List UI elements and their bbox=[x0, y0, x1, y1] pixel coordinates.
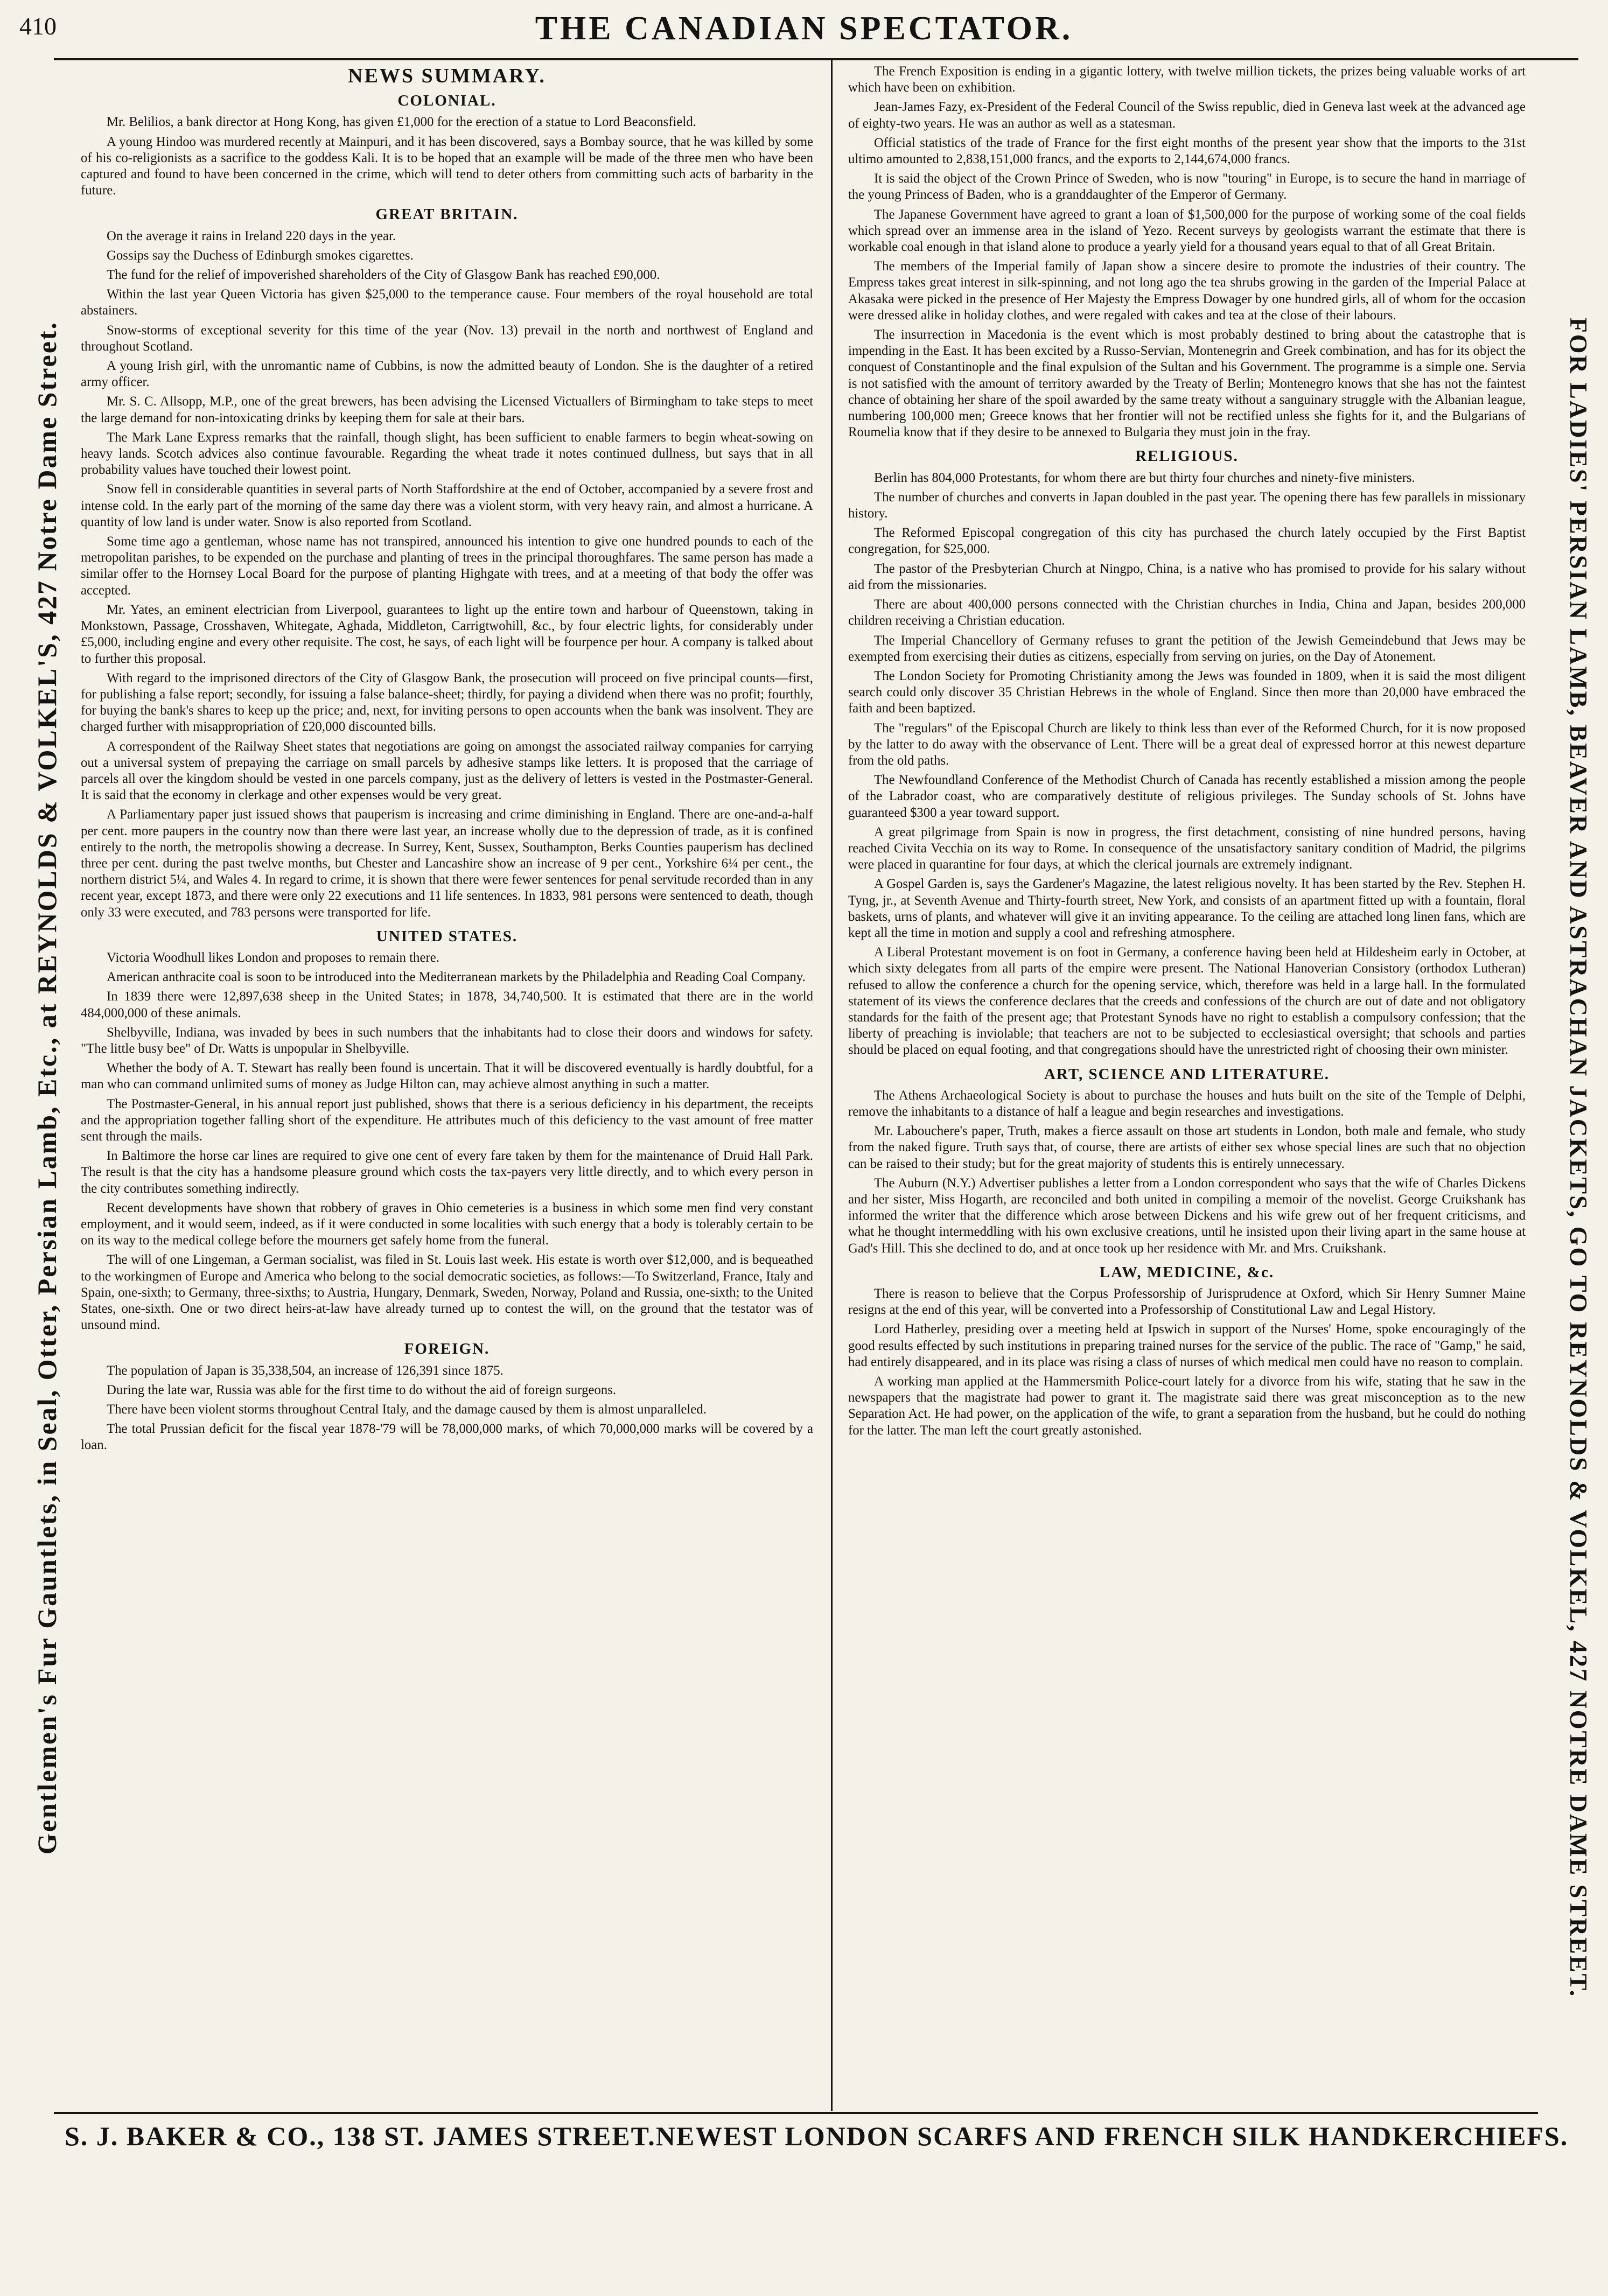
news-item: A Gospel Garden is, says the Gardener's Magazine, the latest religious novelty. It has been started by the Rev. Stephen H. Tyng, jr., at Seventh Avenue and Thirty-fourth street, New York, and consists of an apartment fitted up with a fountain, floral baskets, urns of plants, and whatever will give it an inviting appearance. To the ceiling are attached long linen fans, which are kept all the time in motion and supply a cool and refreshing atmosphere. bbox=[848, 877, 1526, 940]
news-item: In Baltimore the horse car lines are required to give one cent of every fare taken by them for the maintenance of Druid Hall Park. The result is that the city has a handsome pleasure ground which costs the tax-payers very little directly, and to which every person in the city contributes something indirectly. bbox=[81, 1149, 813, 1196]
news-section bbox=[848, 64, 1526, 440]
news-item: A Liberal Protestant movement is on foot in Germany, a conference having been held at Hildesheim early in October, at which sixty delegates from all parts of the empire were present. The National Hanoverian Consistory (orthodox Lutheran) refused to allow the conference a church for the opening service, which, therefore was held in a large hall. In the formulated statement of its views the conference declares that the creeds and confessions of the church are out of date and not obligatory standards for the faith of the present age; that Protestant Synods have no right to establish a compulsory confession; that the liberty of preaching is inviolable; that teachers are not to be subjected to ecclesiastical oversight; that schools and parties should be placed on equal footing, and that congregations should have the unrestricted right of choosing their own minister. bbox=[848, 945, 1526, 1058]
news-item: A young Irish girl, with the unromantic name of Cubbins, is now the admitted beauty of London. She is the daughter of a retired army officer. bbox=[81, 359, 813, 390]
news-item: The population of Japan is 35,338,504, an increase of 126,391 since 1875. bbox=[107, 1363, 504, 1378]
news-item: Mr. Belilios, a bank director at Hong Kong, has given £1,000 for the erection of a statue to Lord Beaconsfield. bbox=[107, 115, 696, 130]
news-item: Recent developments have shown that robbery of graves in Ohio cemeteries is a business in which some men find very constant employment, and it would seem, indeed, as if it were conducted in some localities with such energy that a body is tolerably certain to be on its way to the medical college before the mourners get safely home from the funeral. bbox=[81, 1200, 813, 1248]
news-item: Lord Hatherley, presiding over a meeting held at Ipswich in support of the Nurses' Home, spoke encouragingly of the good results effected by such institutions in preparing trained nurses for the service of the public. The race of "Gamp," he said, had entirely disappeared, and in its place was rising a class of nurses of which medical men could have no reason to complain. bbox=[848, 1322, 1526, 1369]
news-section bbox=[81, 928, 813, 1334]
news-item: The Newfoundland Conference of the Methodist Church of Canada has recently established a mission among the people of the Labrador coast, who are comparatively destitute of religious privileges. The Sunday schools of St. Johns have guaranteed $300 a year toward support. bbox=[848, 773, 1526, 820]
right-sections bbox=[848, 64, 1526, 1439]
news-section bbox=[848, 1066, 1526, 1257]
news-item: Gossips say the Duchess of Edinburgh smokes cigarettes. bbox=[107, 248, 414, 263]
news-item: The Imperial Chancellory of Germany refuses to grant the petition of the Jewish Gemeindebund that Jews may be exempted from exercising their duties as citizens, especially from serving on juries, on the Day of Atonement. bbox=[848, 633, 1526, 664]
news-item: With regard to the imprisoned directors of the City of Glasgow Bank, the prosecution will proceed on five principal counts—first, for publishing a false report; secondly, for issuing a false balance-sheet; thirdly, for paying a dividend when there was no profit; fourthly, for buying the bank's shares to keep up the price; and, next, for inviting persons to open accounts when the bank was insolvent. They are charged further with misappropriation of £20,000 discounted bills. bbox=[81, 670, 813, 734]
section-heading: GREAT BRITAIN. bbox=[375, 206, 519, 223]
bottom-rule bbox=[54, 2112, 1538, 2114]
news-section bbox=[848, 1264, 1526, 1439]
left-column bbox=[81, 64, 813, 2109]
news-item: The "regulars" of the Episcopal Church are likely to think less than ever of the Reformed Church, for it is now proposed by the latter to do away with the observance of Lent. There will be a great deal of expressed horror at this newest departure from the old paths. bbox=[848, 720, 1526, 768]
section-heading: LAW, MEDICINE, &c. bbox=[1099, 1263, 1275, 1281]
news-item: The French Exposition is ending in a gigantic lottery, with twelve million tickets, the prizes being valuable works of art which have been on exhibition. bbox=[848, 64, 1526, 95]
news-summary-title: NEWS SUMMARY. bbox=[348, 65, 546, 87]
news-item: Snow-storms of exceptional severity for this time of the year (Nov. 13) prevail in the north and northwest of England and throughout Scotland. bbox=[81, 323, 813, 354]
news-item: Snow fell in considerable quantities in several parts of North Staffordshire at the end of October, accompanied by a severe frost and intense cold. In the early part of the morning of the same day there was a violent storm, with very heavy rain, and almost a hurricane. A quantity of low land is under water. Snow is also reported from Scotland. bbox=[81, 482, 813, 529]
news-item: The Auburn (N.Y.) Advertiser publishes a letter from a London correspondent who says that the wife of Charles Dickens and her sister, Miss Hogarth, are reconciled and both united in compiling a memoir of the novelist. George Cruikshank has informed the writer that the difference which arose between Dickens and his wife grew out of her frequent criticisms, and what he thought intermeddling with his own exclusive creations, until he insisted upon their living apart in the same house at Gad's Hill. This she declined to do, and at once took up her residence with Mr. and Mrs. Cruikshank. bbox=[848, 1175, 1526, 1256]
news-item: Within the last year Queen Victoria has given $25,000 to the temperance cause. Four members of the royal household are total abstainers. bbox=[81, 287, 813, 318]
news-item: The Japanese Government have agreed to grant a loan of $1,500,000 for the purpose of working some of the coal fields which spread over an immense area in the island of Yezo. Recent surveys by geologists warrant the estimate that there is workable coal enough in that island alone to produce a yearly yield for a thousand years equal to that of all Great Britain. bbox=[848, 207, 1526, 255]
page-number: 410 bbox=[19, 12, 57, 40]
news-item: There have been violent storms throughout Central Italy, and the damage caused by them is almost unparalleled. bbox=[107, 1402, 707, 1417]
section-heading: ART, SCIENCE AND LITERATURE. bbox=[1044, 1065, 1330, 1083]
news-item: A working man applied at the Hammersmith Police-court lately for a divorce from his wife, stating that he saw in the newspapers that the magistrate had power to grant it. The magistrate said there was great misconception as to the new Separation Act. He had power, on the application of the wife, to grant a separation from the husband, but he could do nothing for the latter. The man left the court greatly astonished. bbox=[848, 1374, 1526, 1438]
news-item: The Postmaster-General, in his annual report just published, shows that there is a serious deficiency in his department, the receipts and the appropriation together falling short of the expenditure. He attributes much of this deficiency to the vast amount of free matter sent through the mails. bbox=[81, 1096, 813, 1144]
news-item: American anthracite coal is soon to be introduced into the Mediterranean markets by the Philadelphia and Reading Coal Company. bbox=[107, 970, 806, 985]
news-section bbox=[81, 206, 813, 920]
news-item: On the average it rains in Ireland 220 days in the year. bbox=[107, 228, 396, 243]
news-item: The Reformed Episcopal congregation of this city has purchased the church lately occupied by the First Baptist congregation, for $25,000. bbox=[848, 526, 1526, 557]
news-item: The will of one Lingeman, a German socialist, was filed in St. Louis last week. His estate is worth over $12,000, and is bequeathed to the workingmen of Europe and America who belong to the social democratic societies, as follows:—To Switzerland, France, Italy and Spain, one-sixth; to Germany, three-sixths; to Austria, Hungary, Denmark, Sweden, Norway, Poland and Russia, one-sixth; to the United States, one-sixth. One or two direct heirs-at-law have already turned up to contest the will, on the ground that the testator was of unsound mind. bbox=[81, 1252, 813, 1333]
footer-left-ad: S. J. BAKER & CO., 138 ST. JAMES STREET. bbox=[65, 2121, 656, 2151]
news-item: A young Hindoo was murdered recently at Mainpuri, and it has been discovered, says a Bombay source, that he was killed by some of his co-religionists as a sacrifice to the goddess Kali. It is to be hoped that an example will be made of the three men who have been captured and found to have been concerned in the crime, which will tend to deter others from committing such acts of barbarity in the future. bbox=[81, 134, 813, 198]
news-item: There are about 400,000 persons connected with the Christian churches in India, China and Japan, besides 200,000 children receiving a Christian education. bbox=[848, 597, 1526, 628]
news-item: The fund for the relief of impoverished shareholders of the City of Glasgow Bank has reached £90,000. bbox=[107, 268, 660, 283]
news-item: During the late war, Russia was able for the first time to do without the aid of foreign surgeons. bbox=[107, 1382, 617, 1397]
news-item: In 1839 there were 12,897,638 sheep in the United States; in 1878, 34,740,500. It is estimated that there are in the world 484,000,000 of these animals. bbox=[81, 989, 813, 1020]
news-item: A Parliamentary paper just issued shows that pauperism is increasing and crime diminishing in England. There are one-and-a-half per cent. more paupers in the country now than there were last year, an increase wholly due to the depression of trade, as it is confined entirely to the north, the metropolis showing a decrease. In Surrey, Kent, Sussex, Southampton, Berks Counties pauperism has declined three per cent. during the past twelve months, but Chester and Lancashire show an increase of 9 per cent., Yorkshire 6¼ per cent., the northern district 5¼, and Wales 4. In regard to crime, it is shown that there were fewer sentences for penal servitude recorded than in any recent year, except 1873, and there were only 22 executions and 11 life sentences. In 1833, 981 persons were sentenced to death, though only 33 were executed, and 783 persons were transported for life. bbox=[81, 807, 813, 920]
left-sections bbox=[81, 93, 813, 1453]
right-column bbox=[848, 64, 1526, 2109]
news-item: Shelbyville, Indiana, was invaded by bees in such numbers that the inhabitants had to close their doors and windows for safety. "The little busy bee" of Dr. Watts is unpopular in Shelbyville. bbox=[81, 1025, 813, 1056]
news-item: The number of churches and converts in Japan doubled in the past year. The opening there has few parallels in missionary history. bbox=[848, 489, 1526, 521]
news-item: Official statistics of the trade of France for the first eight months of the present year show that the imports to the 31st ultimo amounted to 2,838,151,000 francs, and the exports to 2,144,674,000 francs. bbox=[848, 135, 1526, 167]
section-heading: FOREIGN. bbox=[404, 1340, 490, 1358]
news-item: A correspondent of the Railway Sheet states that negotiations are going on amongst the associated railway companies for carrying out a universal system of prepaying the carriage on small parcels by adhesive stamps like letters. It is proposed that the carriage of parcels all over the kingdom should be vested in one parcels company, just as the delivery of letters is vested in the Postmaster-General. It is said that the economy in clerkage and other expenses would be very great. bbox=[81, 739, 813, 803]
left-margin-advertisement: Gentlemen's Fur Gauntlets, in Seal, Otter, Persian Lamb, Etc., at REYNOLDS & VOLKEL'S, 427 Notre Dame Street. bbox=[32, 320, 62, 1855]
section-heading: COLONIAL. bbox=[397, 92, 497, 110]
news-section bbox=[848, 448, 1526, 1058]
top-rule bbox=[54, 58, 1578, 60]
news-item: The insurrection in Macedonia is the event which is most probably destined to bring about the catastrophe that is impending in the East. It has been excited by a Russo-Servian, Montenegrin and Greek combination, and has for its object the conquest of Constantinople and the final expulsion of the Sultan and his Government. The programme is a simple one. Servia is not satisfied with the amount of territory awarded by the Treaty of Berlin; Montenegro knows that she has not the faintest chance of obtaining her share of the spoil awarded by the same treaty without a sanguinary struggle with the Albanian league, numbering 100,000 men; Greece knows that her frontier will not be rectified unless she fights for it, and the Bulgarians of Roumelia know that if they desire to be annexed to Bulgaria they must join in the fray. bbox=[848, 327, 1526, 440]
news-item: The Athens Archaeological Society is about to purchase the houses and huts built on the site of the Temple of Delphi, remove the inhabitants to a distance of half a league and begin researches and investigations. bbox=[848, 1088, 1526, 1119]
news-section bbox=[81, 93, 813, 199]
news-item: Mr. Labouchere's paper, Truth, makes a fierce assault on those art students in London, both male and female, who study from the naked figure. Truth says that, of course, there are artists of either sex whose special lines are such that no objection can be raised to their study; but for the great majority of students this is entirely unnecessary. bbox=[848, 1124, 1526, 1171]
news-item: Victoria Woodhull likes London and proposes to remain there. bbox=[107, 950, 439, 965]
news-item: The total Prussian deficit for the fiscal year 1878-'79 will be 78,000,000 marks, of which 70,000,000 marks will be covered by a loan. bbox=[81, 1422, 813, 1453]
news-item: A great pilgrimage from Spain is now in progress, the first detachment, consisting of nine hundred persons, having reached Civita Vecchia on its way to Rome. In consequence of the unsatisfactory sanitary condition of Madrid, the pilgrims were placed in quarantine for four days, at which the clerical journals are extremely indignant. bbox=[848, 824, 1526, 872]
news-item: The members of the Imperial family of Japan show a sincere desire to promote the industries of their country. The Empress takes great interest in silk-spinning, and not long ago the tea shrubs growing in the garden of the Imperial Palace at Akasaka were picked in the presence of Her Majesty the Empress Dowager by one hundred girls, all of whom for the occasion were dressed alike in holiday clothes, and were regaled with cakes and tea at the close of their labours. bbox=[848, 259, 1526, 323]
masthead: THE CANADIAN SPECTATOR. bbox=[535, 10, 1073, 47]
news-section bbox=[81, 1341, 813, 1453]
news-item: Jean-James Fazy, ex-President of the Federal Council of the Swiss republic, died in Geneva last week at the advanced age of eighty-two years. He was an author as well as a statesman. bbox=[848, 100, 1526, 131]
news-item: Whether the body of A. T. Stewart has really been found is uncertain. That it will be discovered eventually is hardly doubtful, for a man who can command unlimited sums of money as Judge Hilton can, may achieve almost anything in such a matter. bbox=[81, 1061, 813, 1092]
news-item: There is reason to believe that the Corpus Professorship of Jurisprudence at Oxford, which Sir Henry Sumner Maine resigns at the end of this year, will be converted into a Professorship of Constitutional Law and Legal History. bbox=[848, 1286, 1526, 1318]
news-item: It is said the object of the Crown Prince of Sweden, who is now "touring" in Europe, is to secure the hand in marriage of the young Princess of Baden, who is a granddaughter of the Emperor of Germany. bbox=[848, 171, 1526, 202]
section-heading: UNITED STATES. bbox=[376, 927, 518, 945]
right-margin-advertisement: FOR LADIES' PERSIAN LAMB, BEAVER AND ASTRACHAN JACKETS, GO TO REYNOLDS & VOLKEL, 427 NOTRE DAME STREET. bbox=[1565, 317, 1592, 1998]
news-item: Berlin has 804,000 Protestants, for whom there are but thirty four churches and ninety-five ministers. bbox=[874, 470, 1415, 485]
news-item: Mr. Yates, an eminent electrician from Liverpool, guarantees to light up the entire town and harbour of Queenstown, taking in Monkstown, Passage, Crosshaven, Whitegate, Aghada, Middleton, Carrigtwohill, &c., by four electric lights, for considerably under £5,000, including engine and every other requisite. The cost, he says, of each light will be fourpence per hour. A company is talked about to further this proposal. bbox=[81, 602, 813, 666]
news-item: Mr. S. C. Allsopp, M.P., one of the great brewers, has been advising the Licensed Victuallers of Birmingham to take steps to meet the large demand for non-intoxicating drinks by keeping them for sale at their bars. bbox=[81, 394, 813, 425]
column-divider bbox=[831, 60, 833, 2111]
news-item: The London Society for Promoting Christianity among the Jews was founded in 1809, when it is said the most diligent search could only discover 35 Christian Hebrews in the whole of England. Since then more than 20,000 have embraced the faith and been baptized. bbox=[848, 668, 1526, 716]
news-item: The Mark Lane Express remarks that the rainfall, though slight, has been sufficient to enable farmers to begin wheat-sowing on heavy lands. Scotch advices also continue favourable. Regarding the wheat trade it notes continued dullness, but says that in all probability values have touched their lowest point. bbox=[81, 430, 813, 478]
section-heading: RELIGIOUS. bbox=[1135, 447, 1239, 465]
news-item: The pastor of the Presbyterian Church at Ningpo, China, is a native who has promised to provide for his salary without aid from the missionaries. bbox=[848, 561, 1526, 592]
footer-advertisement bbox=[65, 2120, 1569, 2152]
news-item: Some time ago a gentleman, whose name has not transpired, announced his intention to give one hundred pounds to each of the metropolitan parishes, to be expended on the purchase and planting of trees in the principal thoroughfares. The same person has made a similar offer to the Hornsey Local Board for the purpose of planting Highgate with trees, and at a meeting of that body the offer was accepted. bbox=[81, 534, 813, 598]
footer-right-ad: NEWEST LONDON SCARFS AND FRENCH SILK HANDKERCHIEFS. bbox=[655, 2121, 1569, 2151]
